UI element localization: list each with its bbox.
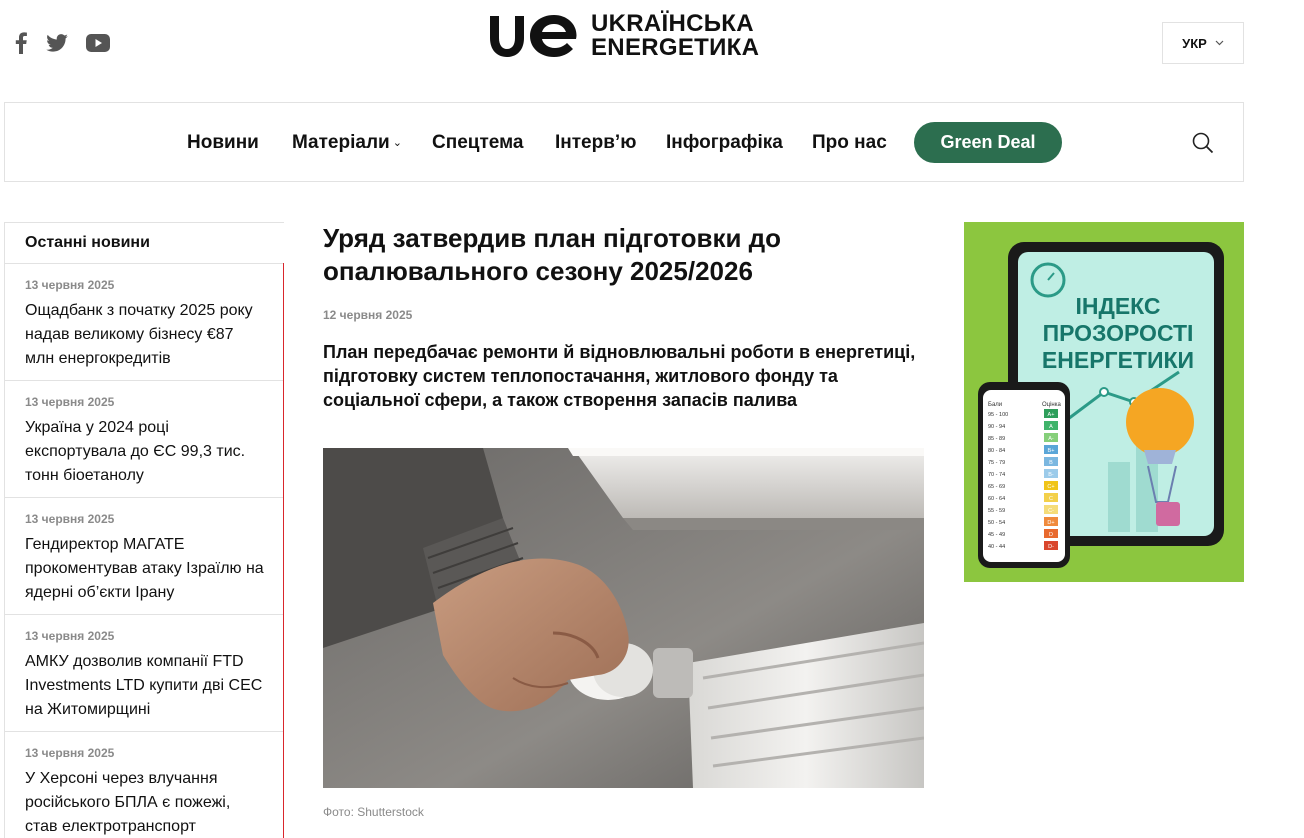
ad-grade-label: D- [1048,544,1054,550]
nav-item-news[interactable]: Новини [187,132,259,153]
news-title[interactable]: АМКУ дозволив компанії FTD Investments LTD купити дві СЕС на Житомирщині [25,653,263,718]
ad-score-range: 90 - 94 [988,424,1006,430]
news-list-item[interactable] [5,264,284,381]
ad-grade-label: B- [1048,472,1054,478]
news-date: 13 червня 2025 [25,746,115,760]
news-title[interactable]: Україна у 2024 році експортувала до ЄС 99,3 тис. тонн біоетанолу [25,419,246,484]
nav-item-interview[interactable]: Інтерв’ю [555,132,637,153]
ad-table-head-right: Оцінка [1042,402,1061,408]
main-navigation [4,102,1244,182]
article-date: 12 червня 2025 [323,308,413,322]
site-logo[interactable] [487,12,759,60]
language-label: УКР [1182,35,1207,51]
ad-grade-label: A [1049,424,1053,430]
article-lead: План передбачає ремонти й відновлювальні роботи в енергетиці, підготовку систем теплопостачання, житлового фонду та соціальної сфери, а також створення запасів палива [323,342,916,410]
ad-banner-transparency-index[interactable] [964,222,1244,582]
photo-caption: Фото: Shutterstock [323,805,424,819]
nav-item-materials-label: Матеріали [292,132,390,153]
ad-score-range: 40 - 44 [988,544,1006,550]
news-date: 13 червня 2025 [25,512,115,526]
ad-grade-label: C- [1048,508,1054,514]
article-headline: Уряд затвердив план підготовки до опалювального сезону 2025/2026 [323,223,782,286]
article [323,222,933,819]
chevron-down-icon: ⌄ [392,137,402,149]
ad-grade-label: B [1049,460,1053,466]
site-header [0,0,1304,90]
news-list-item[interactable] [5,615,284,732]
news-title[interactable]: У Херсоні через влучання російського БПЛА є пожежі, став електротранспорт [25,770,231,835]
ad-score-range: 65 - 69 [988,484,1006,490]
news-list-item[interactable] [5,381,284,498]
ad-score-range: 70 - 74 [988,472,1006,478]
ad-score-range: 60 - 64 [988,496,1006,502]
social-links [14,32,110,59]
sidebar-title: Останні новини [5,223,284,264]
ad-grade-label: A- [1048,436,1054,442]
ad-title-line-3: ЕНЕРГЕТИКИ [1041,347,1195,373]
ad-grade-label: D [1049,532,1053,538]
latest-news-sidebar [4,222,284,838]
nav-item-about[interactable]: Про нас [812,132,887,153]
news-date: 13 червня 2025 [25,278,115,292]
logo-line-1: UKRAЇНСЬКА [591,10,754,37]
ad-score-range: 80 - 84 [988,448,1006,454]
ad-score-range: 85 - 89 [988,436,1006,442]
facebook-icon[interactable] [14,32,28,59]
news-list-item[interactable] [5,732,284,838]
nav-item-materials[interactable] [292,132,402,154]
nav-item-special-topic[interactable]: Спецтема [432,132,524,153]
news-title[interactable]: Ощадбанк з початку 2025 року надав великому бізнесу €87 млн енергокредитів [25,302,253,367]
chevron-down-icon [1215,40,1224,46]
article-photo [323,448,924,788]
news-title[interactable]: Гендиректор МАГАТЕ прокоментував атаку Ізраїлю на ядерні об’єкти Ірану [25,536,264,601]
news-date: 13 червня 2025 [25,629,115,643]
ad-title-line-1: ІНДЕКС [1075,293,1161,319]
ad-grade-label: D+ [1047,520,1055,526]
ad-grade-label: C [1049,496,1053,502]
ad-score-range: 50 - 54 [988,520,1006,526]
logo-wordmark [591,12,759,60]
ad-score-range: 55 - 59 [988,508,1006,514]
logo-mark-icon [487,12,581,60]
ad-table-head-left: Бали [988,402,1003,408]
ad-score-range: 45 - 49 [988,532,1006,538]
ad-title-line-2: ПРОЗОРОСТІ [1042,320,1194,346]
ad-score-range: 75 - 79 [988,460,1006,466]
ad-grade-label: A+ [1047,412,1055,418]
ad-grade-label: C+ [1047,484,1055,490]
search-icon[interactable] [1191,131,1215,155]
youtube-icon[interactable] [86,34,110,57]
ad-score-range: 95 - 100 [988,412,1009,418]
news-date: 13 червня 2025 [25,395,115,409]
twitter-icon[interactable] [46,34,68,57]
ad-grade-label: B+ [1047,448,1055,454]
green-deal-button[interactable]: Green Deal [914,122,1062,163]
news-list-item[interactable] [5,498,284,615]
nav-item-infographics[interactable]: Інфографіка [666,132,783,153]
language-selector[interactable] [1162,22,1244,64]
logo-line-2: ENERGETИКА [591,34,760,61]
